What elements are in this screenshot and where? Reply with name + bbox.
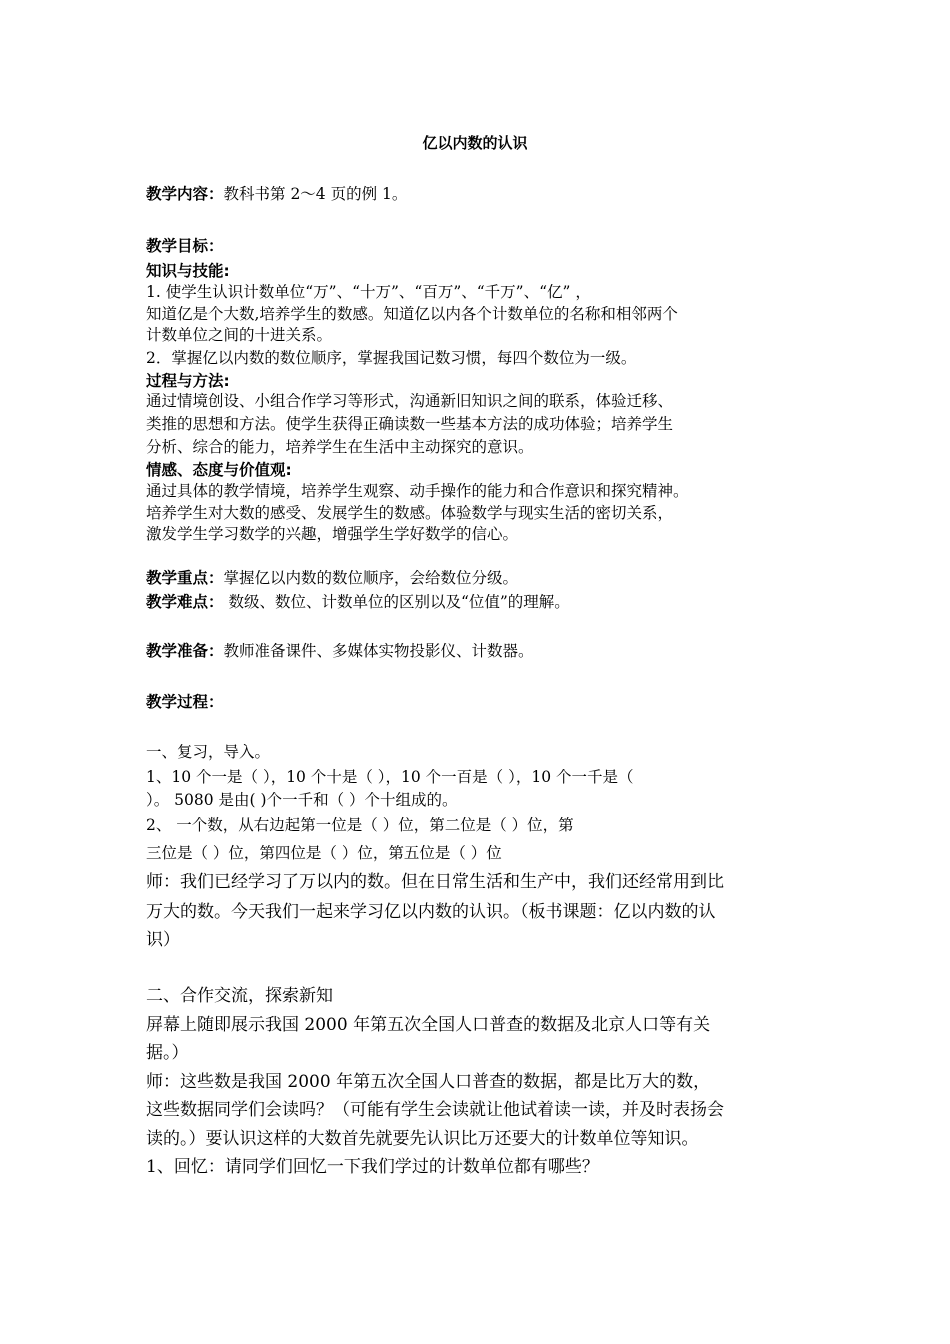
question-1-line-1: 1、10 个一是（ ），10 个十是（ ），10 个一百是（ ），10 个一千是（ bbox=[146, 768, 634, 786]
key-point-line bbox=[146, 568, 518, 588]
screen-line-1: 屏幕上随即展示我国 2000 年第五次全国人口普查的数据及北京人口等有关 bbox=[146, 1015, 711, 1035]
teacher-intro-line-2: 万大的数。今天我们一起来学习亿以内数的认识。（板书课题：亿以内数的认 bbox=[146, 902, 716, 922]
question-2-line-2: 三位是（ ）位，第四位是（ ）位，第五位是（ ）位 bbox=[146, 844, 502, 862]
process-method-heading: 过程与方法: bbox=[146, 372, 230, 390]
key-point-text: 掌握亿以内数的数位顺序，会给数位分级。 bbox=[223, 569, 519, 587]
content-label: 教学内容： bbox=[146, 185, 224, 203]
question-1-line-2: ）。 5080 是由( )个一千和（ ）个十组成的。 bbox=[146, 791, 458, 809]
process-method-line-2: 类推的思想和方法。使学生获得正确读数一些基本方法的成功体验；培养学生 bbox=[146, 415, 674, 433]
process-method-line-1: 通过情境创设、小组合作学习等形式，沟通新旧知识之间的联系，体验迁移、 bbox=[146, 392, 674, 410]
difficulty-label: 教学难点： bbox=[146, 593, 224, 611]
teacher-line-2-1: 师：这些数是我国 2000 年第五次全国人口普查的数据，都是比万大的数， bbox=[146, 1072, 711, 1092]
section-1-heading: 一、复习，导入。 bbox=[146, 743, 271, 761]
teacher-line-2-2: 这些数据同学们会读吗？（可能有学生会读就让他试着读一读，并及时表扬会 bbox=[146, 1100, 724, 1120]
knowledge-item-1-line-1: 1. 使学生认识计数单位“万”、“十万”、“百万”、“千万”、“亿” ， bbox=[146, 283, 591, 301]
teacher-line-2-3: 读的。）要认识这样的大数首先就要先认识比万还要大的计数单位等知识。 bbox=[146, 1129, 699, 1149]
knowledge-item-1-line-2: 知道亿是个大数,培养学生的数感。知道亿以内各个计数单位的名称和相邻两个 bbox=[146, 305, 678, 323]
knowledge-item-2: 2．掌握亿以内数的数位顺序，掌握我国记数习惯，每四个数位为一级。 bbox=[146, 349, 637, 367]
emotion-line-2: 培养学生对大数的感受、发展学生的数感。体验数学与现实生活的密切关系， bbox=[146, 504, 674, 522]
screen-line-2: 据。） bbox=[146, 1043, 189, 1063]
section-2-heading: 二、合作交流，探索新知 bbox=[146, 986, 333, 1006]
content-line bbox=[146, 184, 407, 204]
process-method-line-3: 分析、综合的能力，培养学生在生活中主动探究的意识。 bbox=[146, 438, 534, 456]
emotion-line-1: 通过具体的教学情境，培养学生观察、动手操作的能力和合作意识和探究精神。 bbox=[146, 482, 689, 500]
emotion-heading: 情感、态度与价值观: bbox=[146, 461, 292, 479]
preparation-label: 教学准备： bbox=[146, 642, 224, 660]
recall-line: 1、回忆：请同学们回忆一下我们学过的计数单位都有哪些？ bbox=[146, 1157, 599, 1177]
emotion-line-3: 激发学生学习数学的兴趣，增强学生学好数学的信心。 bbox=[146, 525, 519, 543]
preparation-line bbox=[146, 641, 534, 661]
knowledge-heading: 知识与技能: bbox=[146, 262, 230, 280]
key-point-label: 教学重点： bbox=[146, 569, 224, 587]
document-title: 亿以内数的认识 bbox=[422, 134, 528, 152]
teacher-intro-line-1: 师：我们已经学习了万以内的数。但在日常生活和生产中，我们还经常用到比 bbox=[146, 872, 724, 892]
goals-heading: 教学目标： bbox=[146, 237, 224, 255]
knowledge-item-1-line-3: 计数单位之间的十进关系。 bbox=[146, 326, 333, 344]
difficulty-text: 数级、数位、计数单位的区别以及“位值”的理解。 bbox=[223, 593, 570, 611]
question-2-line-1: 2、 一个数，从右边起第一位是（ ）位，第二位是（ ）位，第 bbox=[146, 816, 574, 834]
content-text: 教科书第 2～4 页的例 1。 bbox=[223, 185, 408, 203]
process-heading: 教学过程： bbox=[146, 693, 224, 711]
teacher-intro-line-3: 识） bbox=[146, 930, 180, 950]
difficulty-line bbox=[146, 592, 570, 612]
preparation-text: 教师准备课件、多媒体实物投影仪、计数器。 bbox=[223, 642, 534, 660]
